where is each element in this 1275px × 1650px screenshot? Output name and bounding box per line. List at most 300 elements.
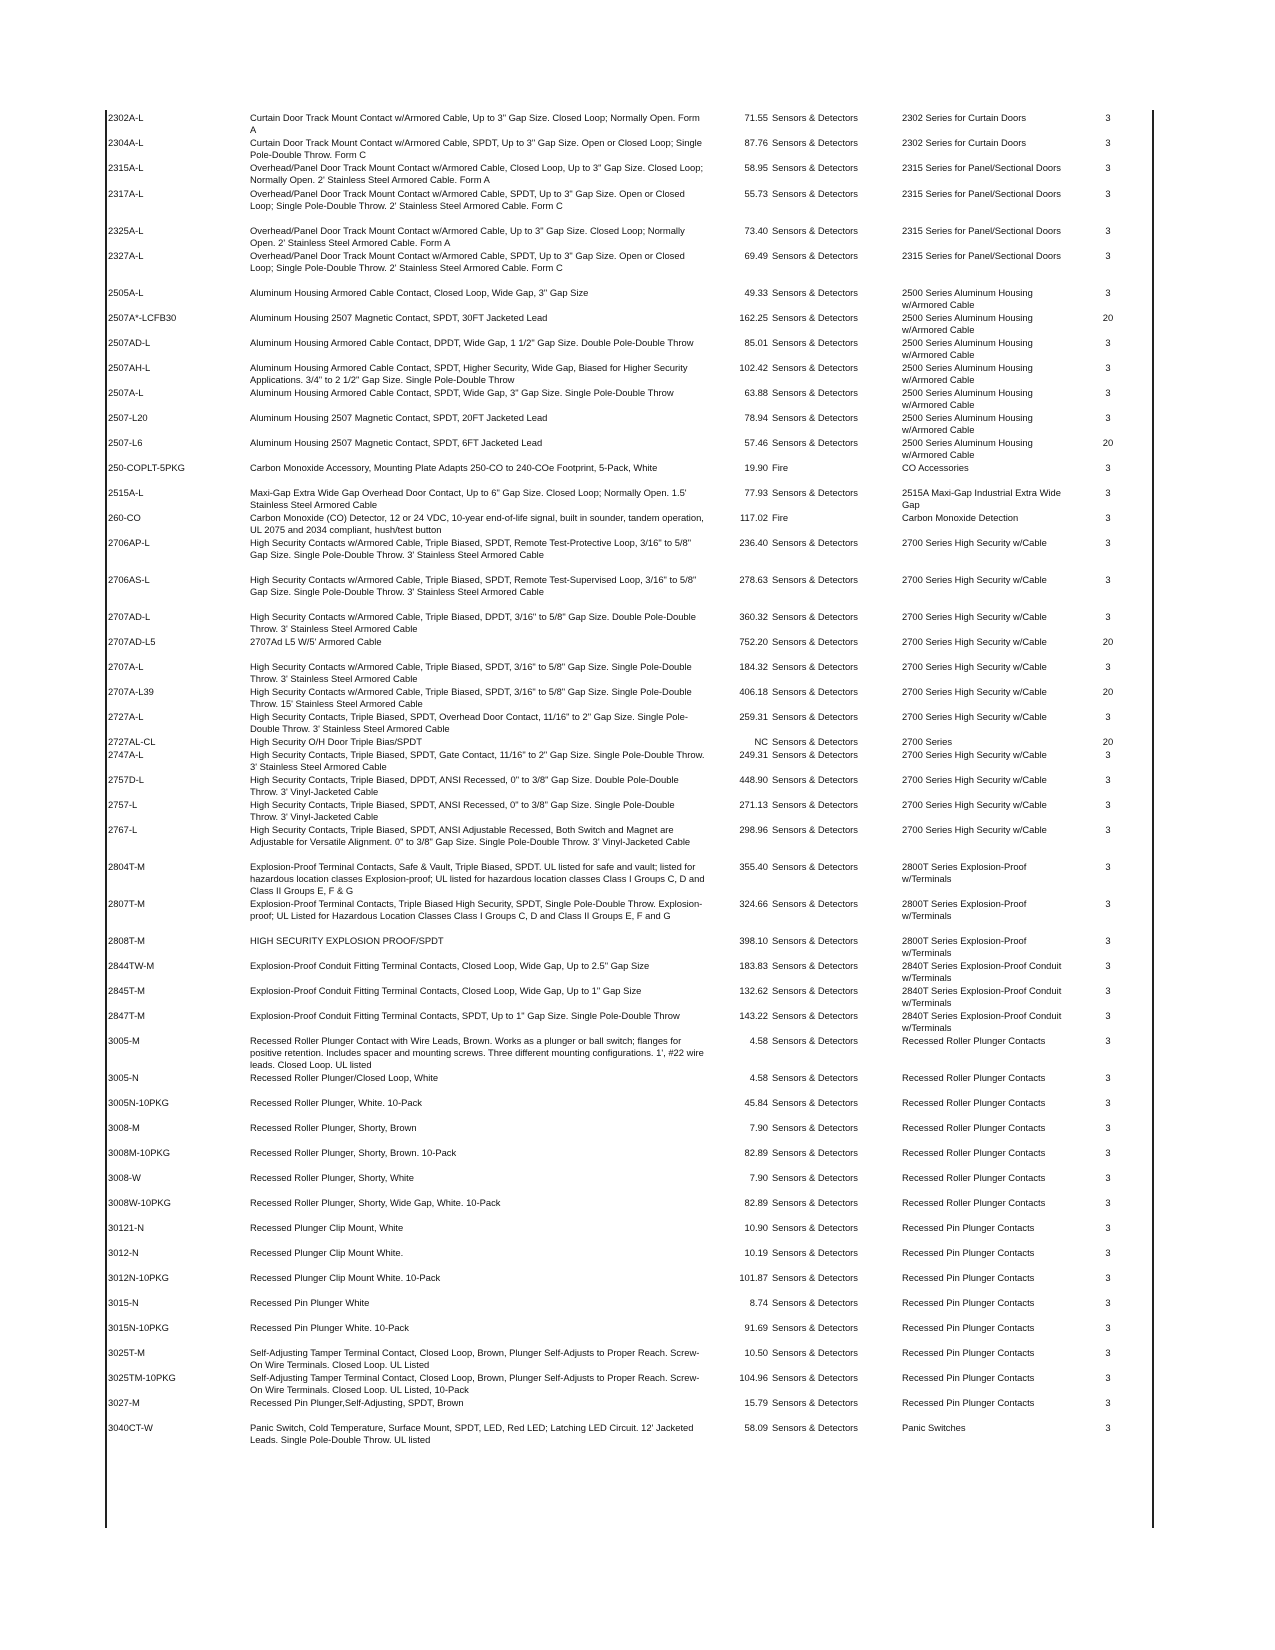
quantity-cell: 3 [1105,711,1111,722]
category-cell: Sensors & Detectors [772,774,858,785]
quantity-cell: 3 [1105,574,1111,585]
price-cell: 82.89 [744,1197,768,1208]
quantity-cell: 3 [1105,250,1111,261]
series-cell: 2840T Series Explosion-Proof Conduit w/Terminals [902,960,1062,983]
series-cell: 2315 Series for Panel/Sectional Doors [902,188,1061,199]
description-cell: Recessed Pin Plunger White [250,1297,370,1308]
quantity-cell: 3 [1105,287,1111,298]
quantity-cell: 3 [1105,799,1111,810]
description-cell: Recessed Roller Plunger Contact with Wire Leads, Brown. Works as a plunger or ball switch; flanges for positive retention. Includes spacer and mounting screws. Three different mounting configurations. 1', #22 wire leads. Closed Loop. UL listed [250,1035,704,1070]
quantity-cell: 3 [1105,824,1111,835]
series-cell: 2500 Series Aluminum Housing w/Armored Cable [902,312,1033,335]
series-cell: Recessed Pin Plunger Contacts [902,1272,1035,1283]
price-cell: 355.40 [739,861,768,872]
price-cell: 4.58 [749,1035,768,1046]
price-cell: 7.90 [749,1122,768,1133]
category-cell: Sensors & Detectors [772,574,858,585]
series-cell: Recessed Roller Plunger Contacts [902,1122,1046,1133]
series-cell: 2500 Series Aluminum Housing w/Armored Cable [902,287,1033,310]
price-cell: 63.88 [744,387,768,398]
series-cell: 2700 Series High Security w/Cable [902,537,1047,548]
quantity-cell: 3 [1105,1422,1111,1433]
description-cell: High Security Contacts, Triple Biased, SPDT, Overhead Door Contact, 11/16" to 2" Gap Size. Single Pole-Double Throw. 3' Stainless Steel Armored Cable [250,711,688,734]
part-number-cell: 2507AD-L [108,337,151,348]
series-cell: 2700 Series High Security w/Cable [902,661,1047,672]
quantity-cell: 3 [1105,861,1111,872]
quantity-cell: 3 [1105,337,1111,348]
category-cell: Sensors & Detectors [772,611,858,622]
description-cell: Explosion-Proof Terminal Contacts, Safe & Vault, Triple Biased, SPDT. UL listed for safe and vault; listed for hazardous location classes Explosion-proof; UL listed for hazardous location classes Class I Groups C, D and Class II Groups E, F & G [250,861,705,896]
part-number-cell: 2515A-L [108,487,144,498]
description-cell: Curtain Door Track Mount Contact w/Armored Cable, Up to 3" Gap Size. Closed Loop; Normally Open. Form A [250,112,700,135]
category-cell: Sensors & Detectors [772,412,858,423]
part-number-cell: 30121-N [108,1222,144,1233]
description-cell: Aluminum Housing Armored Cable Contact, SPDT, Wide Gap, 3" Gap Size. Single Pole-Double Throw [250,387,674,398]
category-cell: Sensors & Detectors [772,1197,858,1208]
series-cell: 2500 Series Aluminum Housing w/Armored Cable [902,412,1033,435]
series-cell: 2302 Series for Curtain Doors [902,137,1027,148]
description-cell: Aluminum Housing Armored Cable Contact, DPDT, Wide Gap, 1 1/2" Gap Size. Double Pole-Double Throw [250,337,694,348]
price-cell: 19.90 [744,462,768,473]
price-cell: 7.90 [749,1172,768,1183]
category-cell: Sensors & Detectors [772,362,858,373]
category-cell: Sensors & Detectors [772,287,858,298]
category-cell: Sensors & Detectors [772,799,858,810]
part-number-cell: 3005-M [108,1035,140,1046]
price-cell: 752.20 [739,636,768,647]
part-number-cell: 3015-N [108,1297,139,1308]
part-number-cell: 2507-L20 [108,412,148,423]
price-cell: 406.18 [739,686,768,697]
description-cell: Explosion-Proof Terminal Contacts, Triple Biased High Security, SPDT, Single Pole-Double Throw. Explosion-proof; UL Listed for Hazardous Location Classes Class I Groups C, D and Class II Groups E, F and G [250,898,703,921]
category-cell: Sensors & Detectors [772,1372,858,1383]
description-cell: Recessed Roller Plunger, Shorty, Wide Gap, White. 10-Pack [250,1197,501,1208]
part-number-cell: 2317A-L [108,188,144,199]
description-cell: Explosion-Proof Conduit Fitting Terminal Contacts, Closed Loop, Wide Gap, Up to 1" Gap Size [250,985,642,996]
category-cell: Sensors & Detectors [772,1322,858,1333]
part-number-cell: 2707AD-L5 [108,636,156,647]
description-cell: 2707Ad L5 W/5' Armored Cable [250,636,382,647]
category-cell: Sensors & Detectors [772,1172,858,1183]
quantity-cell: 3 [1105,935,1111,946]
price-cell: 360.32 [739,611,768,622]
quantity-cell: 3 [1105,1322,1111,1333]
category-cell: Sensors & Detectors [772,661,858,672]
price-cell: 162.25 [739,312,768,323]
series-cell: Panic Switches [902,1422,966,1433]
description-cell: HIGH SECURITY EXPLOSION PROOF/SPDT [250,935,444,946]
part-number-cell: 2847T-M [108,1010,145,1021]
quantity-cell: 3 [1105,512,1111,523]
part-number-cell: 2507-L6 [108,437,143,448]
part-number-cell: 3012N-10PKG [108,1272,169,1283]
quantity-cell: 3 [1105,1397,1111,1408]
price-cell: 78.94 [744,412,768,423]
category-cell: Sensors & Detectors [772,337,858,348]
series-cell: 2840T Series Explosion-Proof Conduit w/Terminals [902,1010,1062,1033]
series-cell: 2700 Series High Security w/Cable [902,686,1047,697]
part-number-cell: 3027-M [108,1397,140,1408]
category-cell: Sensors & Detectors [772,137,858,148]
quantity-cell: 3 [1105,1297,1111,1308]
category-cell: Sensors & Detectors [772,861,858,872]
price-cell: 398.10 [739,935,768,946]
price-cell: 15.79 [744,1397,768,1408]
price-cell: 55.73 [744,188,768,199]
part-number-cell: 2727AL-CL [108,736,156,747]
description-cell: Maxi-Gap Extra Wide Gap Overhead Door Contact, Up to 6" Gap Size. Closed Loop; Normally Open. 1.5' Stainless Steel Armored Cable [250,487,687,510]
price-cell: 132.62 [739,985,768,996]
description-cell: Aluminum Housing 2507 Magnetic Contact, SPDT, 20FT Jacketed Lead [250,412,548,423]
series-cell: Recessed Pin Plunger Contacts [902,1397,1035,1408]
price-cell: 102.42 [739,362,768,373]
description-cell: Aluminum Housing 2507 Magnetic Contact, SPDT, 30FT Jacketed Lead [250,312,548,323]
description-cell: Recessed Plunger Clip Mount White. [250,1247,404,1258]
price-cell: 10.19 [744,1247,768,1258]
price-cell: 143.22 [739,1010,768,1021]
price-cell: 58.95 [744,162,768,173]
quantity-cell: 20 [1102,636,1114,647]
description-cell: Recessed Pin Plunger White. 10-Pack [250,1322,409,1333]
category-cell: Sensors & Detectors [772,1272,858,1283]
description-cell: Self-Adjusting Tamper Terminal Contact, Closed Loop, Brown, Plunger Self-Adjusts to Proper Reach. Screw-On Wire Terminals. Closed Loop. UL Listed, 10-Pack [250,1372,700,1395]
part-number-cell: 3008W-10PKG [108,1197,171,1208]
series-cell: Recessed Pin Plunger Contacts [902,1222,1035,1233]
description-cell: Recessed Plunger Clip Mount White. 10-Pack [250,1272,441,1283]
series-cell: Recessed Roller Plunger Contacts [902,1035,1046,1046]
part-number-cell: 3008-W [108,1172,141,1183]
category-cell: Sensors & Detectors [772,1122,858,1133]
category-cell: Sensors & Detectors [772,1397,858,1408]
description-cell: High Security O/H Door Triple Bias/SPDT [250,736,422,747]
part-number-cell: 2507A-L [108,387,144,398]
quantity-cell: 3 [1105,1247,1111,1258]
category-cell: Sensors & Detectors [772,898,858,909]
quantity-cell: 3 [1105,898,1111,909]
price-cell: 10.50 [744,1347,768,1358]
price-cell: 71.55 [744,112,768,123]
description-cell: Recessed Roller Plunger, White. 10-Pack [250,1097,422,1108]
description-cell: Carbon Monoxide (CO) Detector, 12 or 24 VDC, 10-year end-of-life signal, built in sounder, tandem operation, UL 2075 and 2034 compliant, hush/test button [250,512,704,535]
quantity-cell: 3 [1105,112,1111,123]
series-cell: 2315 Series for Panel/Sectional Doors [902,225,1061,236]
description-cell: Panic Switch, Cold Temperature, Surface Mount, SPDT, LED, Red LED; Latching LED Circuit. 12' Jacketed Leads. Single Pole-Double Throw. UL listed [250,1422,694,1445]
category-cell: Sensors & Detectors [772,749,858,760]
category-cell: Sensors & Detectors [772,225,858,236]
price-cell: 236.40 [739,537,768,548]
category-cell: Sensors & Detectors [772,162,858,173]
part-number-cell: 2844TW-M [108,960,155,971]
price-cell: 45.84 [744,1097,768,1108]
quantity-cell: 3 [1105,162,1111,173]
quantity-cell: 3 [1105,362,1111,373]
quantity-cell: 3 [1105,225,1111,236]
category-cell: Sensors & Detectors [772,736,858,747]
price-cell: 10.90 [744,1222,768,1233]
part-number-cell: 2767-L [108,824,138,835]
description-cell: Overhead/Panel Door Track Mount Contact w/Armored Cable, Up to 3" Gap Size. Closed Loop; Normally Open. 2' Stainless Steel Armored Cable. Form A [250,225,685,248]
series-cell: Recessed Pin Plunger Contacts [902,1297,1035,1308]
description-cell: Overhead/Panel Door Track Mount Contact w/Armored Cable, Closed Loop, Up to 3" Gap Size. Closed Loop; Normally Open. 2' Stainless Steel Armored Cable. Form A [250,162,704,185]
series-cell: 2840T Series Explosion-Proof Conduit w/Terminals [902,985,1062,1008]
description-cell: Overhead/Panel Door Track Mount Contact w/Armored Cable, SPDT, Up to 3" Gap Size. Open or Closed Loop; Single Pole-Double Throw. 2' Stainless Steel Armored Cable. Form C [250,250,685,273]
series-cell: 2700 Series High Security w/Cable [902,824,1047,835]
part-number-cell: 2807T-M [108,898,145,909]
quantity-cell: 3 [1105,462,1111,473]
series-cell: Recessed Roller Plunger Contacts [902,1072,1046,1083]
price-cell: 278.63 [739,574,768,585]
category-cell: Sensors & Detectors [772,636,858,647]
price-cell: 87.76 [744,137,768,148]
part-number-cell: 2706AP-L [108,537,150,548]
part-number-cell: 3015N-10PKG [108,1322,169,1333]
description-cell: Recessed Roller Plunger, Shorty, Brown. 10-Pack [250,1147,457,1158]
description-cell: Curtain Door Track Mount Contact w/Armored Cable, SPDT, Up to 3" Gap Size. Open or Closed Loop; Single Pole-Double Throw. Form C [250,137,702,160]
quantity-cell: 3 [1105,1122,1111,1133]
category-cell: Sensors & Detectors [772,112,858,123]
quantity-cell: 3 [1105,1010,1111,1021]
quantity-cell: 3 [1105,960,1111,971]
series-cell: 2500 Series Aluminum Housing w/Armored Cable [902,362,1033,385]
description-cell: Aluminum Housing Armored Cable Contact, SPDT, Higher Security, Wide Gap, Biased for Higher Security Applications. 3/4" to 2 1/2" Gap Size. Single Pole-Double Throw [250,362,688,385]
price-cell: 91.69 [744,1322,768,1333]
quantity-cell: 3 [1105,412,1111,423]
category-cell: Sensors & Detectors [772,312,858,323]
description-cell: High Security Contacts, Triple Biased, DPDT, ANSI Recessed, 0" to 3/8" Gap Size. Double Pole-Double Throw. 3' Vinyl-Jacketed Cable [250,774,679,797]
quantity-cell: 3 [1105,749,1111,760]
price-cell: 85.01 [744,337,768,348]
series-cell: Recessed Roller Plunger Contacts [902,1147,1046,1158]
description-cell: High Security Contacts w/Armored Cable, Triple Biased, SPDT, Remote Test-Protective Loop, 3/16" to 5/8" Gap Size. Single Pole-Double Throw. 3' Stainless Steel Armored Cable [250,537,692,560]
category-cell: Sensors & Detectors [772,1422,858,1433]
part-number-cell: 2845T-M [108,985,145,996]
price-cell: 73.40 [744,225,768,236]
series-cell: 2700 Series High Security w/Cable [902,636,1047,647]
series-cell: Recessed Pin Plunger Contacts [902,1347,1035,1358]
category-cell: Sensors & Detectors [772,250,858,261]
price-cell: 448.90 [739,774,768,785]
description-cell: High Security Contacts w/Armored Cable, Triple Biased, SPDT, 3/16" to 5/8" Gap Size. Single Pole-Double Throw. 15' Stainless Steel Armored Cable [250,686,692,709]
quantity-cell: 3 [1105,1272,1111,1283]
part-number-cell: 3005N-10PKG [108,1097,169,1108]
description-cell: Recessed Pin Plunger,Self-Adjusting, SPDT, Brown [250,1397,464,1408]
category-cell: Fire [772,512,789,523]
series-cell: 2700 Series High Security w/Cable [902,799,1047,810]
category-cell: Sensors & Detectors [772,1035,858,1046]
series-cell: Recessed Roller Plunger Contacts [902,1197,1046,1208]
description-cell: Self-Adjusting Tamper Terminal Contact, Closed Loop, Brown, Plunger Self-Adjusts to Proper Reach. Screw-On Wire Terminals. Closed Loop. UL Listed [250,1347,700,1370]
series-cell: 2700 Series [902,736,953,747]
price-cell: 4.58 [749,1072,768,1083]
description-cell: Aluminum Housing Armored Cable Contact, Closed Loop, Wide Gap, 3" Gap Size [250,287,589,298]
series-cell: 2315 Series for Panel/Sectional Doors [902,250,1061,261]
quantity-cell: 20 [1102,736,1114,747]
category-cell: Sensors & Detectors [772,711,858,722]
part-number-cell: 2757-L [108,799,138,810]
category-cell: Sensors & Detectors [772,935,858,946]
part-number-cell: 2707A-L [108,661,144,672]
part-number-cell: 2804T-M [108,861,145,872]
quantity-cell: 3 [1105,188,1111,199]
price-cell: 183.83 [739,960,768,971]
quantity-cell: 3 [1105,1197,1111,1208]
category-cell: Sensors & Detectors [772,985,858,996]
part-number-cell: 2808T-M [108,935,145,946]
part-number-cell: 2727A-L [108,711,144,722]
quantity-cell: 3 [1105,1347,1111,1358]
price-cell: 8.74 [749,1297,768,1308]
part-number-cell: 3012-N [108,1247,139,1258]
category-cell: Sensors & Detectors [772,188,858,199]
part-number-cell: 2327A-L [108,250,144,261]
price-cell: NC [754,736,768,747]
price-cell: 249.31 [739,749,768,760]
series-cell: Recessed Pin Plunger Contacts [902,1372,1035,1383]
part-number-cell: 3025TM-10PKG [108,1372,176,1383]
price-cell: 82.89 [744,1147,768,1158]
part-number-cell: 2507A*-LCFB30 [108,312,177,323]
series-cell: 2500 Series Aluminum Housing w/Armored Cable [902,387,1033,410]
part-number-cell: 3008M-10PKG [108,1147,171,1158]
quantity-cell: 3 [1105,1097,1111,1108]
category-cell: Sensors & Detectors [772,387,858,398]
description-cell: Carbon Monoxide Accessory, Mounting Plate Adapts 250-CO to 240-COe Footprint, 5-Pack, White [250,462,658,473]
category-cell: Sensors & Detectors [772,960,858,971]
category-cell: Sensors & Detectors [772,1297,858,1308]
series-cell: 2800T Series Explosion-Proof w/Terminals [902,935,1027,958]
series-cell: 2800T Series Explosion-Proof w/Terminals [902,861,1027,884]
category-cell: Sensors & Detectors [772,437,858,448]
series-cell: 2700 Series High Security w/Cable [902,711,1047,722]
series-cell: 2500 Series Aluminum Housing w/Armored Cable [902,437,1033,460]
category-cell: Sensors & Detectors [772,1147,858,1158]
category-cell: Sensors & Detectors [772,1247,858,1258]
quantity-cell: 3 [1105,387,1111,398]
description-cell: Recessed Roller Plunger/Closed Loop, White [250,1072,439,1083]
part-number-cell: 2302A-L [108,112,144,123]
part-number-cell: 2706AS-L [108,574,150,585]
category-cell: Sensors & Detectors [772,824,858,835]
quantity-cell: 3 [1105,1147,1111,1158]
series-cell: 2700 Series High Security w/Cable [902,774,1047,785]
part-number-cell: 3025T-M [108,1347,145,1358]
series-cell: 2515A Maxi-Gap Industrial Extra Wide Gap [902,487,1061,510]
part-number-cell: 2747A-L [108,749,144,760]
price-cell: 117.02 [740,512,768,523]
part-number-cell: 2505A-L [108,287,144,298]
description-cell: High Security Contacts w/Armored Cable, Triple Biased, SPDT, Remote Test-Supervised Loop, 3/16" to 5/8" Gap Size. Single Pole-Double Throw. 3' Stainless Steel Armored Cable [250,574,697,597]
part-number-cell: 3005-N [108,1072,139,1083]
series-cell: 2302 Series for Curtain Doors [902,112,1027,123]
part-number-cell: 2315A-L [108,162,144,173]
description-cell: Explosion-Proof Conduit Fitting Terminal Contacts, SPDT, Up to 1" Gap Size. Single Pole-Double Throw [250,1010,680,1021]
category-cell: Sensors & Detectors [772,1347,858,1358]
category-cell: Sensors & Detectors [772,1097,858,1108]
series-cell: 2700 Series High Security w/Cable [902,749,1047,760]
quantity-cell: 3 [1105,1372,1111,1383]
description-cell: High Security Contacts, Triple Biased, SPDT, ANSI Recessed, 0" to 3/8" Gap Size. Single Pole-Double Throw. 3' Vinyl-Jacketed Cable [250,799,675,822]
part-number-cell: 2325A-L [108,225,144,236]
description-cell: Recessed Roller Plunger, Shorty, White [250,1172,414,1183]
price-cell: 184.32 [739,661,768,672]
category-cell: Sensors & Detectors [772,487,858,498]
price-cell: 324.66 [739,898,768,909]
part-number-cell: 250-COPLT-5PKG [108,462,185,473]
description-cell: Overhead/Panel Door Track Mount Contact w/Armored Cable, SPDT, Up to 3" Gap Size. Open or Closed Loop; Single Pole-Double Throw. 2' Stainless Steel Armored Cable. Form C [250,188,685,211]
part-number-cell: 2507AH-L [108,362,151,373]
series-cell: Recessed Pin Plunger Contacts [902,1247,1035,1258]
quantity-cell: 3 [1105,487,1111,498]
description-cell: Recessed Plunger Clip Mount, White [250,1222,404,1233]
quantity-cell: 3 [1105,1035,1111,1046]
price-cell: 57.46 [744,437,768,448]
series-cell: 2800T Series Explosion-Proof w/Terminals [902,898,1027,921]
quantity-cell: 3 [1105,137,1111,148]
series-cell: Carbon Monoxide Detection [902,512,1019,523]
price-cell: 298.96 [739,824,768,835]
description-cell: High Security Contacts, Triple Biased, SPDT, Gate Contact, 11/16" to 2" Gap Size. Single Pole-Double Throw. 3' Stainless Steel Armored Cable [250,749,705,772]
part-number-cell: 3040CT-W [108,1422,153,1433]
quantity-cell: 3 [1105,774,1111,785]
description-cell: High Security Contacts w/Armored Cable, Triple Biased, SPDT, 3/16" to 5/8" Gap Size. Single Pole-Double Throw. 3' Stainless Steel Armored Cable [250,661,692,684]
part-number-cell: 2757D-L [108,774,144,785]
quantity-cell: 3 [1105,611,1111,622]
description-cell: Explosion-Proof Conduit Fitting Terminal Contacts, Closed Loop, Wide Gap, Up to 2.5" Gap Size [250,960,650,971]
price-cell: 69.49 [744,250,768,261]
part-number-cell: 2707AD-L [108,611,151,622]
quantity-cell: 3 [1105,1222,1111,1233]
series-cell: 2700 Series High Security w/Cable [902,574,1047,585]
quantity-cell: 20 [1102,312,1114,323]
quantity-cell: 3 [1105,661,1111,672]
price-cell: 77.93 [744,487,768,498]
quantity-cell: 3 [1105,985,1111,996]
price-cell: 104.96 [739,1372,768,1383]
part-number-cell: 2304A-L [108,137,144,148]
quantity-cell: 20 [1102,686,1114,697]
series-cell: Recessed Pin Plunger Contacts [902,1322,1035,1333]
series-cell: 2315 Series for Panel/Sectional Doors [902,162,1061,173]
series-cell: 2700 Series High Security w/Cable [902,611,1047,622]
price-cell: 271.13 [739,799,768,810]
series-cell: CO Accessories [902,462,969,473]
category-cell: Sensors & Detectors [772,1222,858,1233]
price-cell: 58.09 [744,1422,768,1433]
description-cell: High Security Contacts w/Armored Cable, Triple Biased, DPDT, 3/16" to 5/8" Gap Size. Double Pole-Double Throw. 3' Stainless Steel Armored Cable [250,611,696,634]
quantity-cell: 3 [1105,537,1111,548]
category-cell: Sensors & Detectors [772,537,858,548]
series-cell: Recessed Roller Plunger Contacts [902,1097,1046,1108]
description-cell: Recessed Roller Plunger, Shorty, Brown [250,1122,417,1133]
category-cell: Fire [772,462,789,473]
part-number-cell: 3008-M [108,1122,140,1133]
description-cell: High Security Contacts, Triple Biased, SPDT, ANSI Adjustable Recessed, Both Switch and Magnet are Adjustable for Versatile Alignment. 0" to 3/8" Gap Size. Single Pole-Double Throw. 3' Vinyl-Jacketed Cable [250,824,691,847]
quantity-cell: 3 [1105,1172,1111,1183]
category-cell: Sensors & Detectors [772,686,858,697]
category-cell: Sensors & Detectors [772,1072,858,1083]
series-cell: 2500 Series Aluminum Housing w/Armored Cable [902,337,1033,360]
category-cell: Sensors & Detectors [772,1010,858,1021]
description-cell: Aluminum Housing 2507 Magnetic Contact, SPDT, 6FT Jacketed Lead [250,437,543,448]
quantity-cell: 20 [1102,437,1114,448]
part-number-cell: 2707A-L39 [108,686,154,697]
part-number-cell: 260-CO [108,512,141,523]
quantity-cell: 3 [1105,1072,1111,1083]
price-cell: 49.33 [744,287,768,298]
series-cell: Recessed Roller Plunger Contacts [902,1172,1046,1183]
price-cell: 259.31 [739,711,768,722]
price-cell: 101.87 [739,1272,768,1283]
